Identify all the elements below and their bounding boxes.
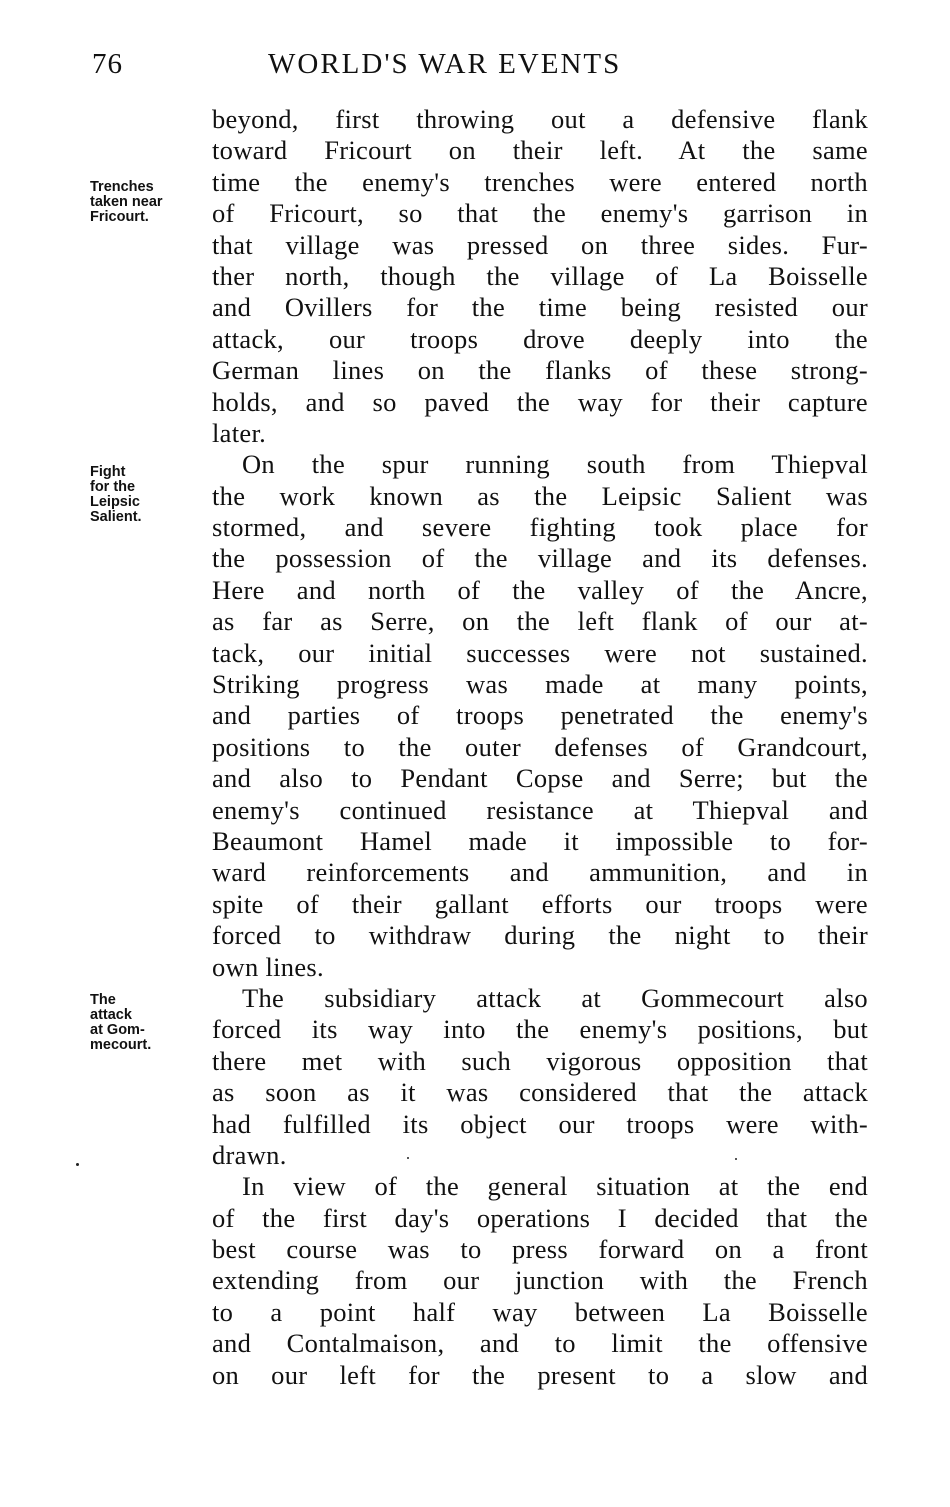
text-line: stormed, and severe fighting took place for (212, 512, 868, 543)
margin-note-line: The (90, 992, 116, 1008)
page-number: 76 (92, 48, 123, 80)
text-line: holds, and so paved the way for their capture (212, 386, 868, 417)
text-line: positions to the outer defenses of Grandcourt, (212, 731, 868, 762)
margin-note-line: mecourt. (90, 1037, 152, 1053)
running-title: WORLD'S WAR EVENTS (268, 48, 622, 80)
text-line: beyond, first throwing out a defensive flank (212, 104, 868, 134)
text-line: that village was pressed on three sides. Fur- (212, 229, 868, 260)
margin-note-line: Salient. (90, 509, 142, 525)
text-line: there met with such vigorous opposition that (212, 1045, 868, 1076)
margin-note-line: Leipsic (90, 494, 140, 510)
text-line: German lines on the flanks of these strong- (212, 355, 868, 386)
margin-note-gommecourt (90, 993, 151, 1053)
ink-speck (76, 1163, 79, 1166)
text-line: attack, our troops drove deeply into the (212, 323, 868, 354)
text-line: as far as Serre, on the left flank of our at- (212, 606, 868, 637)
text-line: the work known as the Leipsic Salient was (212, 480, 868, 511)
text-line: forced to withdraw during the night to their (212, 920, 868, 951)
text-line: In view of the general situation at the end (242, 1171, 868, 1202)
text-line: extending from our junction with the French (212, 1265, 868, 1296)
text-line: tack, our initial successes were not sustained. (212, 637, 868, 668)
text-line: on our left for the present to a slow and (212, 1359, 868, 1390)
ink-speck (407, 1157, 409, 1159)
text-line: of Fricourt, so that the enemy's garrison in (212, 198, 868, 229)
text-line: Striking progress was made at many points, (212, 669, 868, 700)
margin-note-line: taken near (90, 194, 163, 210)
text-line: The subsidiary attack at Gommecourt also (242, 982, 868, 1013)
margin-note-line: for the (90, 479, 136, 495)
margin-note-line: Fight (90, 464, 126, 480)
ink-speck (735, 1158, 737, 1160)
text-line: and Contalmaison, and to limit the offensive (212, 1328, 868, 1359)
text-line: own lines. (212, 951, 324, 982)
text-line: to a point half way between La Boisselle (212, 1296, 868, 1327)
text-line: time the enemy's trenches were entered north (212, 166, 868, 197)
text-line: On the spur running south from Thiepval (242, 449, 868, 480)
text-line: ther north, though the village of La Boisselle (212, 260, 868, 291)
text-line: had fulfilled its object our troops were with- (212, 1108, 868, 1139)
page-header (0, 48, 950, 88)
text-line: forced its way into the enemy's positions, but (212, 1014, 868, 1045)
text-line: and parties of troops penetrated the enemy's (212, 700, 868, 731)
margin-note-leipsic (90, 465, 142, 525)
text-line: Here and north of the valley of the Ancre, (212, 574, 868, 605)
text-line: enemy's continued resistance at Thiepval and (212, 794, 868, 825)
text-line: Beaumont Hamel made it impossible to for- (212, 825, 868, 856)
text-line: toward Fricourt on their left. At the same (212, 135, 868, 166)
margin-note-line: Fricourt. (90, 209, 149, 225)
margin-note-line: attack (90, 1007, 132, 1023)
body-text (212, 104, 868, 1391)
margin-note-line: Trenches (90, 179, 154, 195)
text-line: and also to Pendant Copse and Serre; but the (212, 763, 868, 794)
margin-note-trenches (90, 180, 163, 225)
margin-note-line: at Gom- (90, 1022, 145, 1038)
text-line: best course was to press forward on a front (212, 1234, 868, 1265)
text-line: and Ovillers for the time being resisted our (212, 292, 868, 323)
text-line: later. (212, 417, 267, 448)
text-line: of the first day's operations I decided that the (212, 1202, 868, 1233)
text-line: ward reinforcements and ammunition, and in (212, 857, 868, 888)
text-line: drawn. (212, 1139, 287, 1170)
text-line: the possession of the village and its defenses. (212, 543, 868, 574)
text-line: spite of their gallant efforts our troops were (212, 888, 868, 919)
text-line: as soon as it was considered that the attack (212, 1077, 868, 1108)
